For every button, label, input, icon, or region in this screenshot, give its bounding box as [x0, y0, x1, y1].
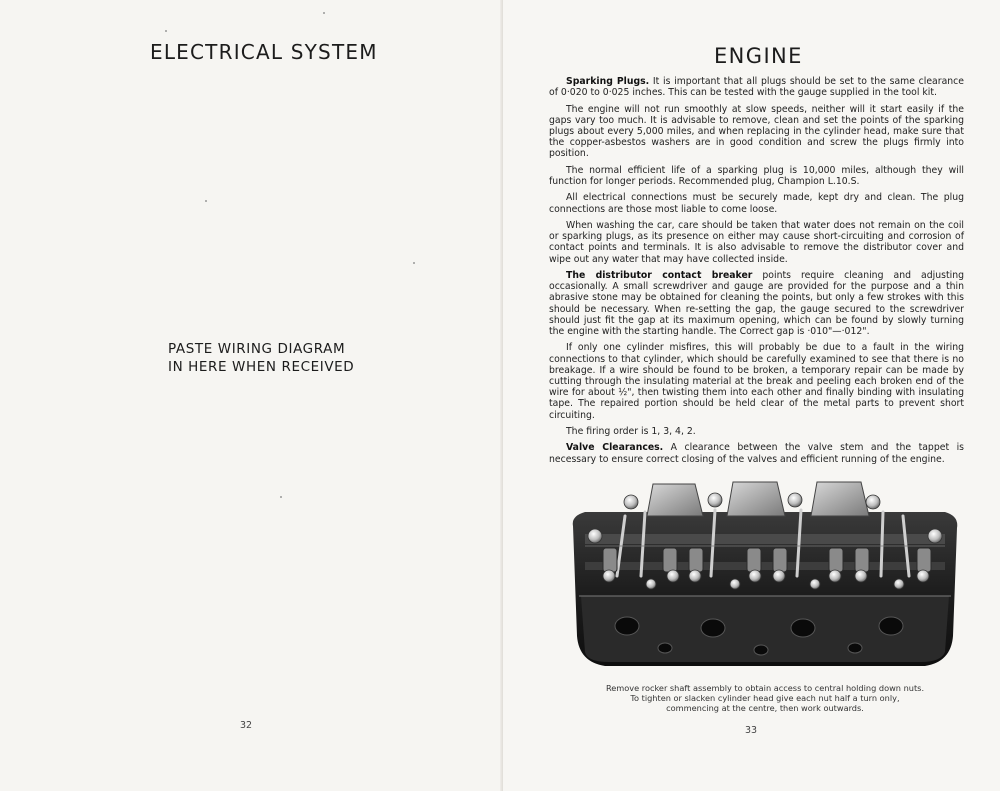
- paragraph: [549, 192, 964, 214]
- paragraph-text: If only one cylinder misfires, this will probably be due to a fault in the wiring connections to that cylinder, which should be carefully examined to see that there is no breakage. If a wire should be found to be broken, a temporary repair can be made by cutting through the insulating material at the break and peeling each broken end of the wire for about ½", then twisting them into each other and finally binding with insulating tape. The repaired portion should be held clear of the metal parts to prevent short circuiting.: [549, 342, 964, 421]
- paragraph: [549, 220, 964, 265]
- paste-wiring-diagram-note: [168, 340, 368, 376]
- paragraph: [549, 165, 964, 187]
- paragraph-text: When washing the car, care should be taken that water does not remain on the coil or sparking plugs, as its presence on either may cause short-circuiting and corrosion of contact points and terminals. It is also advisable to remove the distributor cover and wipe out any water that may have collected inside.: [549, 219, 964, 265]
- caption-line: Remove rocker shaft assembly to obtain access to central holding down nuts.: [605, 683, 925, 693]
- paragraph-text: The firing order is 1, 3, 4, 2.: [566, 426, 696, 437]
- paragraph: [549, 76, 964, 98]
- cylinder-head-photo: [565, 476, 965, 672]
- paragraph-text: points require cleaning and adjusting occasionally. A small screwdriver and gauge are provided for the purpose and a thin abrasive stone may be obtained for cleaning the points, but only a few strokes with this should be necessary. When re-setting the gap, the gauge secured to the screwdriver should just fit the gap at its maximum opening, which can be found by slowly turning the engine with the starting handle. The Correct gap is ·010"—·012".: [549, 269, 964, 337]
- paper-speck: [205, 200, 207, 202]
- paper-speck: [280, 496, 282, 498]
- photo-caption: [560, 683, 970, 713]
- paragraph-text: The normal efficient life of a sparking plug is 10,000 miles, although they will function for longer periods. Recommended plug, Champion L.10.S.: [549, 164, 964, 187]
- paper-speck: [413, 262, 415, 264]
- caption-line: To tighten or slacken cylinder head give each nut half a turn only,: [630, 693, 900, 703]
- paragraph-text: The engine will not run smoothly at slow speeds, neither will it start easily if the gaps vary too much. It is advisable to remove, clean and set the points of the sparking plugs about every 5,000 miles, and when replacing in the cylinder head, make sure that the copper-asbestos washers are in good condition and screw the plugs firmly into position.: [549, 103, 964, 160]
- paragraph: [549, 342, 964, 420]
- paper-speck: [165, 30, 167, 32]
- paragraph-lead: Sparking Plugs.: [566, 76, 650, 87]
- paragraph: [549, 442, 964, 464]
- paragraph-text: A clearance between the valve stem and the tappet is necessary to ensure correct closing of the valves and efficient running of the engine.: [549, 442, 964, 465]
- page-number-left: 32: [240, 720, 253, 731]
- engine-body-text: [549, 76, 964, 470]
- paragraph-text: All electrical connections must be securely made, kept dry and clean. The plug connections are those most liable to come loose.: [549, 192, 964, 215]
- paragraph: [549, 104, 964, 160]
- paste-note-line: IN HERE WHEN RECEIVED: [168, 359, 355, 375]
- paragraph-lead: Valve Clearances.: [566, 442, 664, 454]
- page-number-right: 33: [745, 725, 758, 736]
- caption-line: commencing at the centre, then work outwards.: [666, 703, 864, 713]
- paste-note-line: PASTE WIRING DIAGRAM: [168, 341, 346, 357]
- page-title-electrical-system: ELECTRICAL SYSTEM: [150, 40, 378, 64]
- paragraph-lead: The distributor contact breaker: [566, 269, 753, 281]
- paragraph: [549, 270, 964, 337]
- paragraph-text: It is important that all plugs should be set to the same clearance of 0·020 to 0·025 inches. This can be tested with the gauge supplied in the tool kit.: [549, 76, 965, 99]
- paragraph: [549, 426, 964, 437]
- page-title-engine: ENGINE: [714, 44, 803, 68]
- paper-speck: [323, 12, 325, 14]
- cylinder-head-illustration: [565, 476, 965, 672]
